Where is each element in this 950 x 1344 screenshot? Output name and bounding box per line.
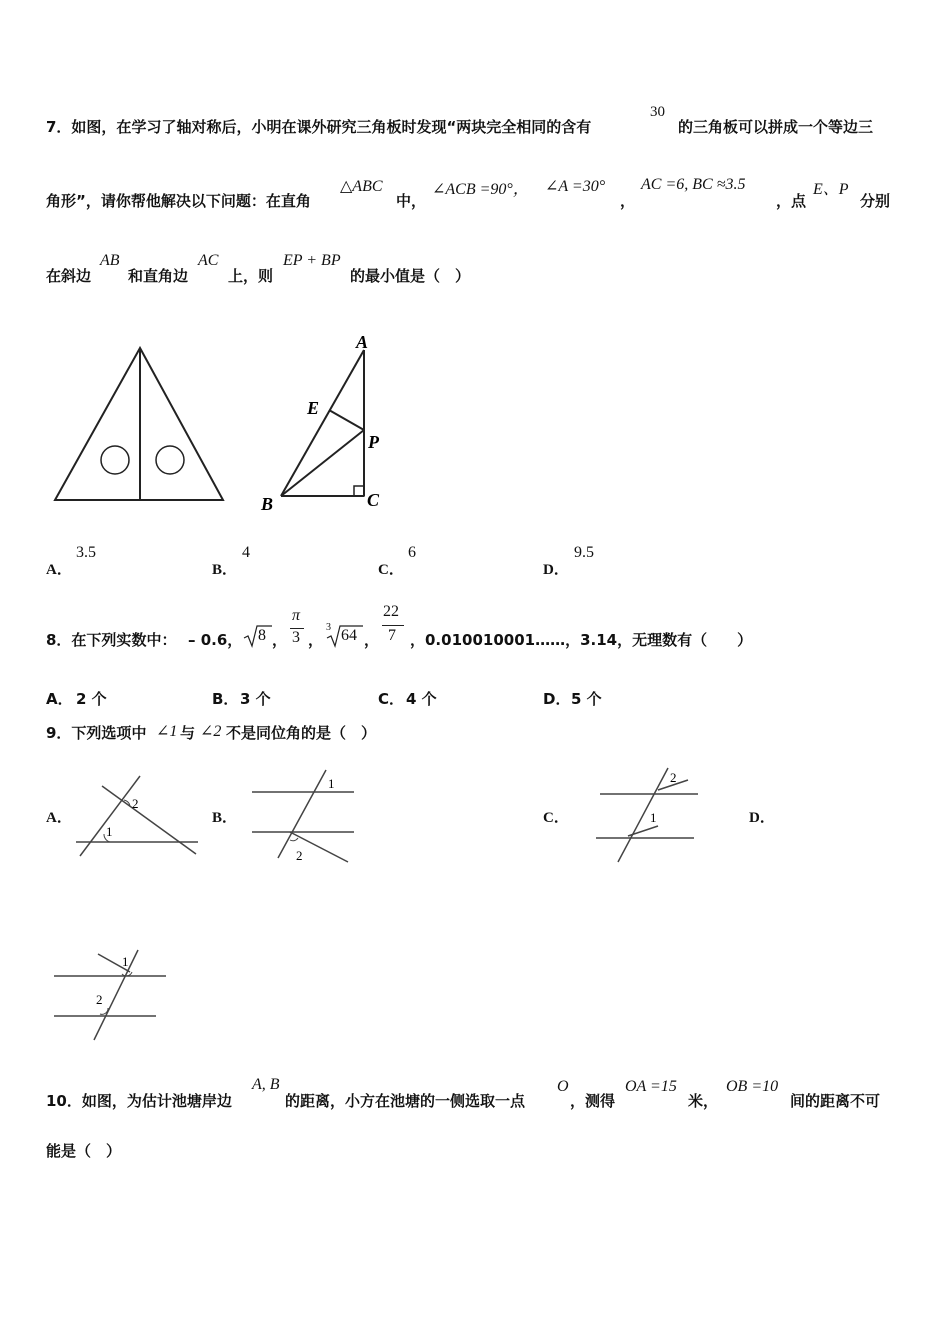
q8-numerator-22: 22 [383, 603, 399, 620]
q9-c-label-1: 1 [650, 810, 657, 825]
q8-pi: π [292, 607, 301, 624]
q9-figure-c [594, 766, 704, 866]
q10-line2: 能是（ ） [46, 1142, 122, 1160]
q7-figure-right-triangle [255, 330, 395, 520]
q8-sep-1: ， [272, 631, 288, 649]
q7-option-a-label: A． [46, 562, 72, 578]
q10-mid3: 米， [688, 1092, 719, 1110]
q9-b-label-2: 2 [296, 848, 303, 863]
q8-cbrt-index: 3 [326, 622, 331, 633]
q7-option-c-label: C． [378, 562, 404, 578]
q7-text-2b: 中， [396, 192, 427, 210]
q10-mid1: 的距离，小方在池塘的一侧选取一点 [285, 1092, 526, 1110]
q7-text-1b: 的三角板可以拼成一个等边三 [678, 118, 874, 136]
q7-text-2c: ，点 [776, 192, 807, 210]
q7-option-a-value: 3.5 [76, 544, 96, 561]
q9-b-label-1: 1 [328, 776, 335, 791]
q9-mid: 与 [180, 724, 196, 742]
q8-tail: ，0.010010001……，3.14，无理数有（ ） [410, 631, 753, 649]
q9-d-label-2: 2 [96, 992, 103, 1007]
q9-c-label-2: 2 [670, 770, 677, 785]
q7-text-3d: 的最小值是（ ） [350, 267, 471, 285]
q9-option-c-label: C． [543, 810, 569, 826]
q7-text-2a: 角形”，请你帮他解决以下问题：在直角 [46, 192, 311, 210]
q7-fig-label-c: C [367, 490, 380, 510]
q8-sep-2: ， [308, 631, 324, 649]
q10-mid2: ，测得 [570, 1092, 616, 1110]
q9-d-label-1: 1 [122, 954, 129, 969]
q8-option-c-value: 4 个 [406, 690, 437, 708]
q7-text-3c: 上，则 [228, 267, 274, 285]
q7-angle-30: 30 [650, 104, 665, 120]
q8-three: 3 [292, 629, 300, 646]
q9-a-label-2: 2 [132, 796, 139, 811]
q9-angle-2: ∠2 [200, 723, 222, 740]
q8-frac-bar-2 [382, 625, 404, 626]
q10-points-ab: A, B [252, 1076, 280, 1093]
q7-ac-bc: AC =6, BC ≈3.5 [641, 176, 746, 193]
q7-option-d-value: 9.5 [574, 544, 594, 561]
q9-a-label-1: 1 [106, 824, 113, 839]
q8-option-d-value: 5 个 [571, 690, 602, 708]
q7-points-ep: E、P [813, 181, 849, 198]
q10-prefix: 10．如图，为估计池塘岸边 [46, 1092, 232, 1110]
q7-ac: AC [198, 252, 219, 269]
q9-angle-1: ∠1 [156, 723, 178, 740]
q7-option-b-label: B． [212, 562, 238, 578]
q8-prefix: 8．在下列实数中： [46, 631, 177, 649]
q7-angle-acb: ∠ACB =90°， [432, 181, 529, 198]
q8-number-neg06: – 0.6， [188, 631, 243, 649]
q9-option-d-label: D． [749, 810, 775, 826]
q7-figure-equilateral [50, 340, 230, 510]
q9-tail: 不是同位角的是（ ） [226, 724, 377, 742]
q8-sep-3: ， [364, 631, 380, 649]
q8-option-b-value: 3 个 [240, 690, 271, 708]
q7-fig-label-a: A [356, 332, 369, 352]
q7-ep-bp: EP + BP [283, 252, 341, 269]
q7-option-b-value: 4 [242, 544, 250, 561]
q8-option-d-label: D． [543, 690, 571, 708]
q8-cbrt-radicand: 64 [341, 627, 357, 644]
q7-fig-label-b: B [261, 494, 274, 514]
q9-figure-d [50, 948, 170, 1044]
q7-text-3a: 在斜边 [46, 267, 92, 285]
q9-figure-b [250, 768, 360, 868]
q7-fig-label-p: P [368, 432, 379, 452]
q9-prefix: 9．下列选项中 [46, 724, 147, 742]
q10-point-o: O [557, 1078, 569, 1095]
q7-text-2d: 分别 [860, 192, 891, 210]
q8-sqrt8-radicand: 8 [258, 627, 266, 644]
q7-ab: AB [100, 252, 120, 269]
q8-option-b-label: B． [212, 690, 239, 708]
q9-figure-a [74, 770, 204, 860]
q10-tail: 间的距离不可 [790, 1092, 881, 1110]
q8-option-a-value: 2 个 [76, 690, 107, 708]
q8-option-c-label: C． [378, 690, 405, 708]
q9-option-b-label: B． [212, 810, 238, 826]
q10-oa: OA =15 [625, 1078, 677, 1095]
q7-option-d-label: D． [543, 562, 569, 578]
q10-ob: OB =10 [726, 1078, 779, 1095]
q7-fig-label-e: E [307, 398, 320, 418]
q7-text-3b: 和直角边 [128, 267, 189, 285]
q9-option-a-label: A． [46, 810, 72, 826]
q7-comma: ， [620, 192, 636, 210]
q8-denominator-7: 7 [388, 627, 396, 644]
q8-option-a-label: A． [46, 690, 73, 708]
q7-text-1a: 7．如图，在学习了轴对称后，小明在课外研究三角板时发现“两块完全相同的含有 [46, 118, 592, 136]
q7-option-c-value: 6 [408, 544, 416, 561]
q7-triangle-abc: △ABC [340, 178, 383, 195]
q7-angle-a: ∠A =30° [545, 178, 606, 195]
